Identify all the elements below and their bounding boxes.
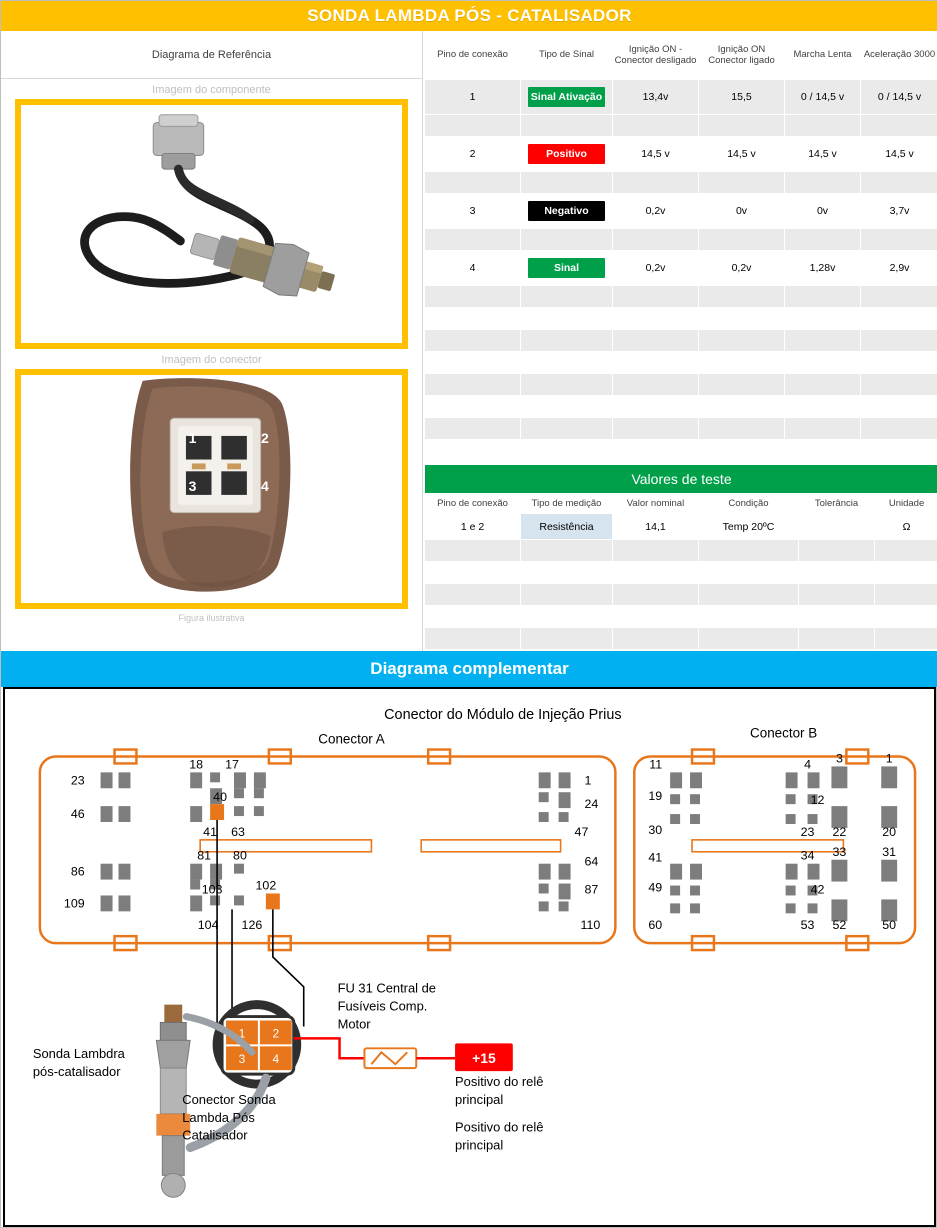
spacer-row	[425, 396, 937, 418]
relay-label-2-line1: Positivo do relê	[455, 1119, 544, 1135]
fuse-label-line2: Fusíveis Comp.	[337, 998, 428, 1014]
header-ign-ligado: Ignição ON Conector ligado	[699, 32, 785, 80]
sensor-connector-pin: 2	[272, 1026, 280, 1041]
row-signal-cell	[521, 80, 613, 115]
signal-table-column	[424, 31, 937, 651]
spacer-row	[425, 562, 937, 584]
connector-a-pin: 17	[225, 757, 239, 772]
header-tipo-sinal: Tipo de Sinal	[521, 32, 613, 80]
connector-a-pin: 80	[233, 848, 247, 863]
table-row	[425, 251, 937, 286]
vt-condition: Temp 20ºC	[699, 514, 799, 540]
vt-measure: Resistência	[521, 514, 613, 540]
relay-label-1-line1: Positivo do relê	[455, 1074, 544, 1090]
row-c1: 14,5 v	[613, 137, 699, 172]
header-marcha-lenta: Marcha Lenta	[785, 32, 861, 80]
spacer-row	[425, 308, 937, 330]
component-photo	[15, 99, 408, 349]
signal-table	[424, 31, 937, 462]
connector-b-pin: 60	[648, 918, 663, 933]
spacer-row	[425, 286, 937, 308]
connector-a-pin: 40	[213, 790, 227, 805]
spacer-row	[425, 229, 937, 251]
connector-a-pin: 24	[584, 797, 599, 812]
test-values-row	[425, 514, 937, 540]
test-values-header	[425, 494, 937, 514]
connector-b-pin: 1	[885, 751, 893, 766]
relay-label-1-line2: principal	[455, 1091, 504, 1107]
header-pino: Pino de conexão	[425, 32, 521, 80]
connector-b-pin: 49	[648, 880, 663, 895]
row-c3: 14,5 v	[785, 137, 861, 172]
sensor-connector-pin: 1	[238, 1026, 246, 1041]
table-row	[425, 80, 937, 115]
sensor-connector-pin: 4	[272, 1052, 280, 1067]
connector-b-pin: 22	[832, 824, 847, 839]
sensor-label-line1: Sonda Lambdra	[32, 1046, 125, 1062]
vt-header-tolerancia: Tolerância	[799, 494, 875, 514]
connector-b-pin: 52	[832, 918, 847, 933]
connector-a-pin: 104	[197, 918, 219, 933]
page-title-bar	[1, 1, 937, 31]
row-pin: 1	[425, 80, 521, 115]
spacer-row	[425, 540, 937, 562]
connector-a-pin: 1	[584, 773, 592, 788]
row-c1: 13,4v	[613, 80, 699, 115]
connector-a-pin: 109	[63, 896, 85, 911]
connector-a-pin: 64	[584, 854, 599, 869]
connector-label-line2: Lambda Pós	[182, 1109, 255, 1125]
row-c3: 1,28v	[785, 251, 861, 286]
row-c3: 0v	[785, 194, 861, 229]
spacer-row	[425, 418, 937, 440]
vt-header-condicao: Condição	[699, 494, 799, 514]
connector-image-caption: Imagem do conector	[161, 354, 262, 366]
connector-b-pin: 11	[649, 757, 663, 772]
plus15-badge: +15	[472, 1050, 496, 1067]
connector-a-pin: 23	[70, 773, 85, 788]
oxygen-sensor-illustration	[21, 105, 402, 343]
connector-a-pin: 103	[201, 882, 223, 897]
row-c4: 14,5 v	[861, 137, 937, 172]
connector-a-pin: 87	[584, 882, 599, 897]
signal-badge: Negativo	[528, 201, 605, 221]
row-signal-cell	[521, 137, 613, 172]
vt-header-nominal: Valor nominal	[613, 494, 699, 514]
vt-tolerance	[799, 514, 875, 540]
signal-table-header	[425, 32, 937, 80]
connector-a-pin: 86	[70, 864, 85, 879]
row-signal-cell	[521, 194, 613, 229]
vt-nominal: 14,1	[613, 514, 699, 540]
figure-caption: Figura ilustrativa	[178, 613, 245, 623]
reference-diagram-column	[1, 31, 423, 651]
connector-b-pin: 34	[800, 848, 815, 863]
row-signal-cell	[521, 251, 613, 286]
connector-b-pin: 41	[648, 850, 663, 865]
component-image-caption: Imagem do componente	[152, 84, 271, 96]
connector-b-pin: 50	[882, 918, 897, 933]
complementary-diagram-title: Diagrama complementar	[370, 659, 569, 678]
connector-photo	[15, 369, 408, 609]
page-title: SONDA LAMBDA PÓS - CATALISADOR	[307, 6, 632, 25]
row-c4: 0 / 14,5 v	[861, 80, 937, 115]
connector-b-pin: 12	[810, 793, 825, 808]
row-c2: 0v	[699, 194, 785, 229]
module-connector-title: Conector do Módulo de Injeção Prius	[384, 706, 622, 723]
connector-a-label: Conector A	[318, 731, 385, 747]
spacer-row	[425, 115, 937, 137]
spacer-row	[425, 584, 937, 606]
connector-b-label: Conector B	[750, 725, 818, 741]
sensor-connector-pin: 3	[238, 1052, 246, 1067]
row-c3: 0 / 14,5 v	[785, 80, 861, 115]
signal-badge: Sinal	[528, 258, 605, 278]
connector-pin-4: 4	[261, 477, 269, 494]
wiring-diagram	[5, 689, 934, 1225]
connector-b-pin: 30	[648, 822, 663, 837]
connector-b-pin: 4	[804, 757, 812, 772]
row-c4: 3,7v	[861, 194, 937, 229]
test-values-table	[424, 464, 937, 672]
row-c1: 0,2v	[613, 251, 699, 286]
spacer-row	[425, 352, 937, 374]
connector-pin-1: 1	[188, 429, 197, 446]
connector-b-pin: 23	[800, 824, 815, 839]
table-row	[425, 137, 937, 172]
connector-a-pin: 63	[231, 824, 245, 839]
test-values-title-row	[425, 465, 937, 494]
connector-b-pin: 33	[832, 844, 847, 859]
vt-unit: Ω	[875, 514, 937, 540]
row-c2: 14,5 v	[699, 137, 785, 172]
spacer-row	[425, 172, 937, 194]
connector-pin-3: 3	[188, 477, 197, 494]
connector-a-pin: 110	[580, 918, 601, 933]
header-ign-desligado: Ignição ON - Conector desligado	[613, 32, 699, 80]
complementary-diagram-area	[3, 687, 936, 1227]
relay-label-2-line2: principal	[455, 1137, 504, 1153]
signal-badge: Sinal Ativação	[528, 87, 605, 107]
row-c2: 0,2v	[699, 251, 785, 286]
connector-label-line1: Conector Sonda	[182, 1091, 276, 1107]
complementary-diagram-bar	[1, 651, 937, 687]
connector-b-pin: 42	[810, 882, 825, 897]
row-pin: 2	[425, 137, 521, 172]
spacer-row	[425, 606, 937, 628]
connector-b-pin: 19	[648, 789, 663, 804]
spacer-row	[425, 440, 937, 462]
test-values-title: Valores de teste	[425, 465, 937, 494]
vt-pin: 1 e 2	[425, 514, 521, 540]
connector-a-pin: 102	[255, 878, 277, 893]
row-pin: 3	[425, 194, 521, 229]
signal-badge: Positivo	[528, 144, 605, 164]
header-aceleracao: Aceleração 3000	[861, 32, 937, 80]
reference-diagram-label: Diagrama de Referência	[1, 31, 422, 79]
row-c1: 0,2v	[613, 194, 699, 229]
spacer-row	[425, 374, 937, 396]
vt-header-pino: Pino de conexão	[425, 494, 521, 514]
connector-a-pin: 126	[241, 918, 263, 933]
connector-b-pin: 20	[882, 824, 897, 839]
connector-pin-2: 2	[261, 429, 269, 446]
connector-b-pin: 31	[882, 844, 897, 859]
row-pin: 4	[425, 251, 521, 286]
connector-a-pin: 18	[189, 757, 204, 772]
connector-b-pin: 3	[835, 751, 843, 766]
connector-label-line3: Catalisador	[182, 1127, 248, 1143]
connector-a-pin: 46	[70, 807, 85, 822]
connector-a-pin: 81	[197, 848, 212, 863]
vt-header-medicao: Tipo de medição	[521, 494, 613, 514]
connector-b-pin: 53	[800, 918, 815, 933]
spacer-row	[425, 330, 937, 352]
fuse-label-line1: FU 31 Central de	[337, 980, 437, 996]
spacer-row	[425, 628, 937, 650]
sensor-label-line2: pós-catalisador	[32, 1064, 121, 1080]
row-c4: 2,9v	[861, 251, 937, 286]
connector-a-pin: 41	[203, 824, 218, 839]
vt-header-unidade: Unidade	[875, 494, 937, 514]
fuse-label-line3: Motor	[337, 1016, 371, 1032]
row-c2: 15,5	[699, 80, 785, 115]
table-row	[425, 194, 937, 229]
connector-a-pin: 47	[574, 824, 589, 839]
connector-illustration	[21, 375, 402, 603]
